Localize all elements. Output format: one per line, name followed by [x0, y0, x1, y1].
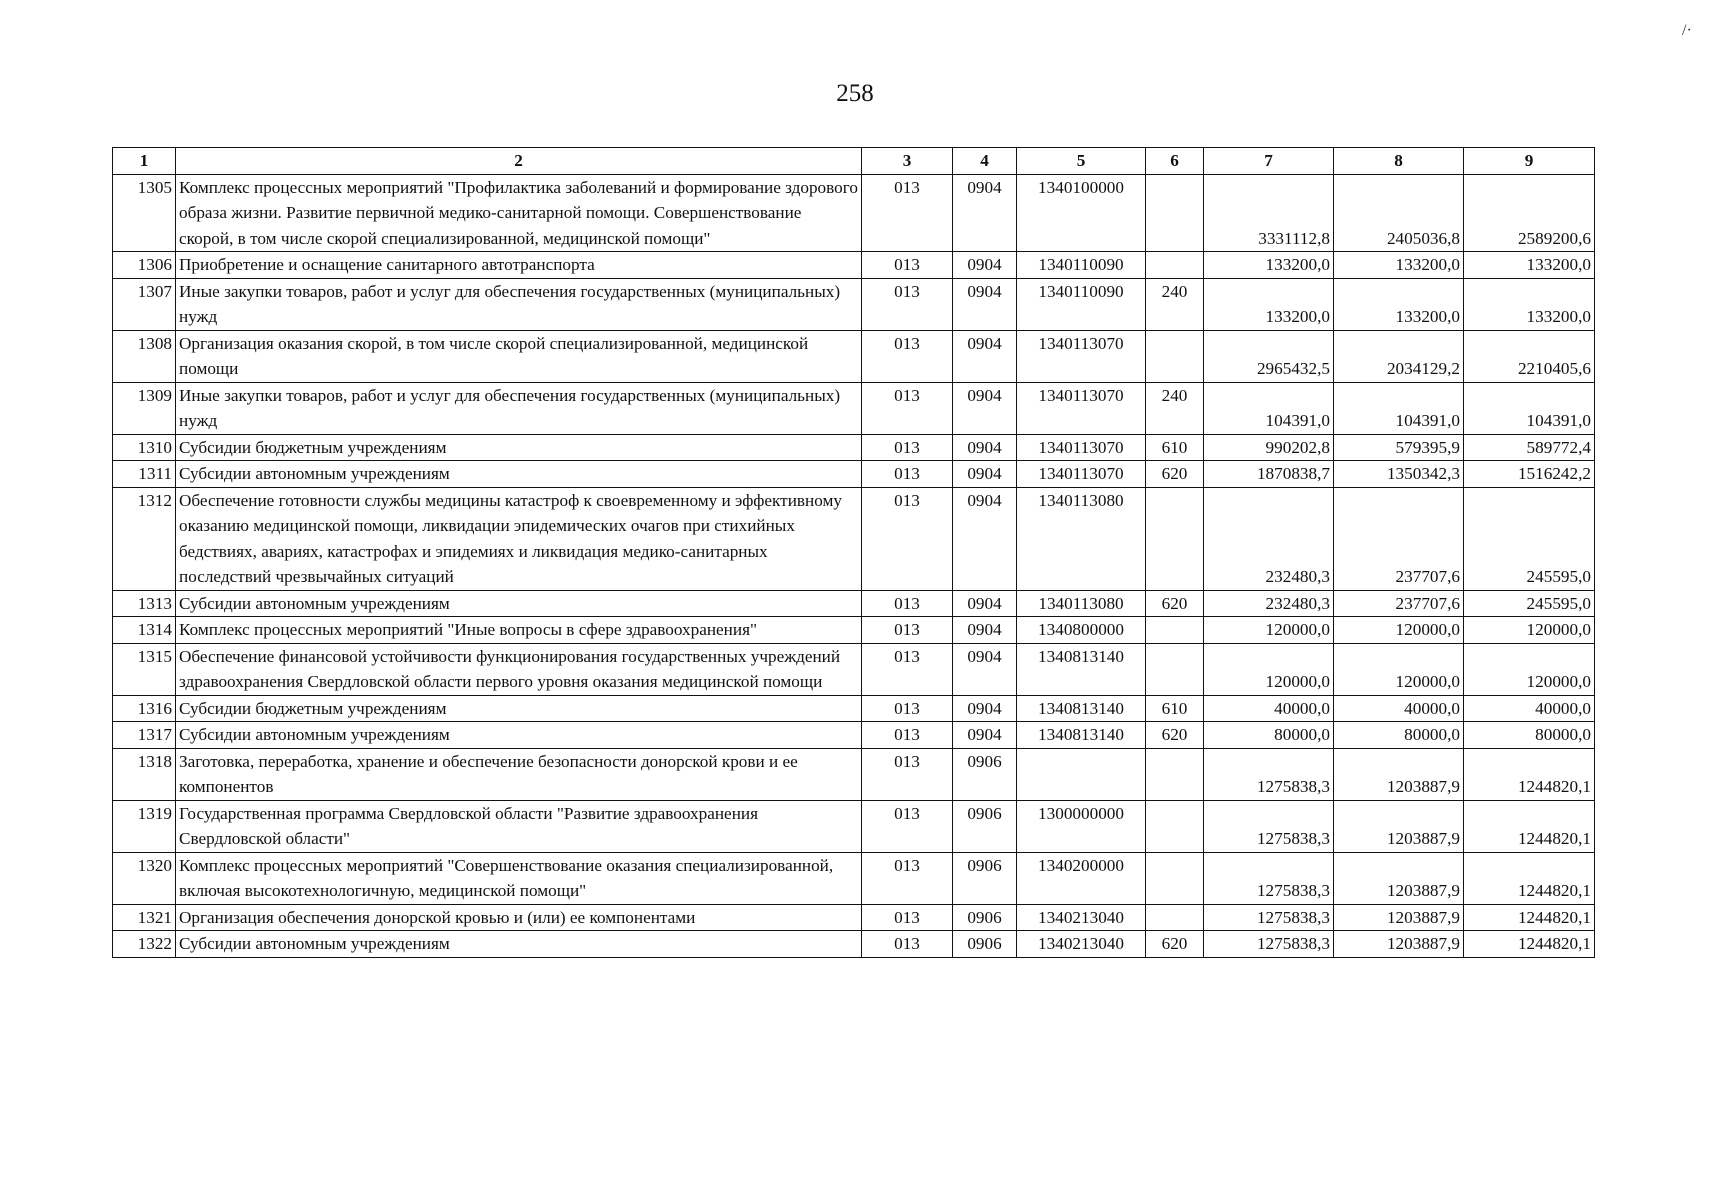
amount-year-1: 1275838,3 — [1204, 852, 1334, 904]
item-name: Субсидии автономным учреждениям — [176, 722, 862, 749]
table-row — [113, 748, 1595, 800]
section-code: 0904 — [953, 330, 1017, 382]
row-number: 1319 — [113, 800, 176, 852]
expense-type-code — [1146, 748, 1204, 800]
amount-year-3: 1244820,1 — [1464, 931, 1595, 958]
section-code: 0904 — [953, 590, 1017, 617]
expense-type-code: 610 — [1146, 434, 1204, 461]
amount-year-3: 1244820,1 — [1464, 748, 1595, 800]
column-header: 2 — [176, 148, 862, 175]
item-name: Обеспечение финансовой устойчивости функционирования государственных учреждений здравоохранения Свердловской области первого уровня оказания медицинской помощи — [176, 643, 862, 695]
amount-year-2: 2034129,2 — [1334, 330, 1464, 382]
amount-year-1: 1275838,3 — [1204, 748, 1334, 800]
table-row — [113, 434, 1595, 461]
ministry-code: 013 — [862, 852, 953, 904]
amount-year-3: 2210405,6 — [1464, 330, 1595, 382]
section-code: 0904 — [953, 617, 1017, 644]
expense-type-code: 620 — [1146, 722, 1204, 749]
target-article-code: 1340800000 — [1017, 617, 1146, 644]
row-number: 1312 — [113, 487, 176, 590]
corner-mark: /· — [1682, 22, 1692, 39]
amount-year-3: 1244820,1 — [1464, 852, 1595, 904]
target-article-code: 1340200000 — [1017, 852, 1146, 904]
column-header: 6 — [1146, 148, 1204, 175]
amount-year-2: 237707,6 — [1334, 590, 1464, 617]
ministry-code: 013 — [862, 382, 953, 434]
section-code: 0904 — [953, 278, 1017, 330]
target-article-code: 1340113070 — [1017, 330, 1146, 382]
expense-type-code — [1146, 643, 1204, 695]
amount-year-1: 2965432,5 — [1204, 330, 1334, 382]
row-number: 1320 — [113, 852, 176, 904]
target-article-code: 1340113080 — [1017, 487, 1146, 590]
column-header: 1 — [113, 148, 176, 175]
column-header: 7 — [1204, 148, 1334, 175]
ministry-code: 013 — [862, 174, 953, 252]
item-name: Субсидии бюджетным учреждениям — [176, 434, 862, 461]
item-name: Заготовка, переработка, хранение и обеспечение безопасности донорской крови и ее компонентов — [176, 748, 862, 800]
table-row — [113, 330, 1595, 382]
table-row — [113, 590, 1595, 617]
row-number: 1306 — [113, 252, 176, 279]
item-name: Субсидии автономным учреждениям — [176, 461, 862, 488]
expense-type-code — [1146, 174, 1204, 252]
expense-type-code: 620 — [1146, 590, 1204, 617]
amount-year-2: 1203887,9 — [1334, 800, 1464, 852]
target-article-code: 1340813140 — [1017, 695, 1146, 722]
amount-year-2: 40000,0 — [1334, 695, 1464, 722]
amount-year-2: 104391,0 — [1334, 382, 1464, 434]
expense-type-code: 620 — [1146, 461, 1204, 488]
section-code: 0906 — [953, 748, 1017, 800]
target-article-code: 1340110090 — [1017, 278, 1146, 330]
row-number: 1318 — [113, 748, 176, 800]
item-name: Субсидии автономным учреждениям — [176, 931, 862, 958]
column-header: 5 — [1017, 148, 1146, 175]
amount-year-3: 133200,0 — [1464, 278, 1595, 330]
row-number: 1311 — [113, 461, 176, 488]
section-code: 0904 — [953, 174, 1017, 252]
amount-year-1: 1275838,3 — [1204, 931, 1334, 958]
ministry-code: 013 — [862, 330, 953, 382]
table-row — [113, 904, 1595, 931]
row-number: 1321 — [113, 904, 176, 931]
amount-year-3: 80000,0 — [1464, 722, 1595, 749]
amount-year-3: 589772,4 — [1464, 434, 1595, 461]
table-row — [113, 695, 1595, 722]
ministry-code: 013 — [862, 617, 953, 644]
table-row — [113, 487, 1595, 590]
item-name: Государственная программа Свердловской области "Развитие здравоохранения Свердловской области" — [176, 800, 862, 852]
expense-type-code: 240 — [1146, 278, 1204, 330]
section-code: 0904 — [953, 461, 1017, 488]
column-header: 8 — [1334, 148, 1464, 175]
expense-type-code — [1146, 617, 1204, 644]
table-row — [113, 643, 1595, 695]
budget-table — [112, 147, 1595, 958]
expense-type-code: 610 — [1146, 695, 1204, 722]
amount-year-3: 1516242,2 — [1464, 461, 1595, 488]
item-name: Организация обеспечения донорской кровью и (или) ее компонентами — [176, 904, 862, 931]
amount-year-2: 133200,0 — [1334, 278, 1464, 330]
expense-type-code: 620 — [1146, 931, 1204, 958]
amount-year-2: 2405036,8 — [1334, 174, 1464, 252]
table-row — [113, 174, 1595, 252]
section-code: 0906 — [953, 904, 1017, 931]
target-article-code: 1340100000 — [1017, 174, 1146, 252]
amount-year-3: 120000,0 — [1464, 643, 1595, 695]
amount-year-3: 104391,0 — [1464, 382, 1595, 434]
row-number: 1313 — [113, 590, 176, 617]
section-code: 0904 — [953, 434, 1017, 461]
amount-year-2: 120000,0 — [1334, 617, 1464, 644]
table-row — [113, 931, 1595, 958]
amount-year-1: 80000,0 — [1204, 722, 1334, 749]
amount-year-2: 1203887,9 — [1334, 748, 1464, 800]
expense-type-code: 240 — [1146, 382, 1204, 434]
amount-year-3: 1244820,1 — [1464, 800, 1595, 852]
item-name: Организация оказания скорой, в том числе скорой специализированной, медицинской помощи — [176, 330, 862, 382]
column-header: 4 — [953, 148, 1017, 175]
expense-type-code — [1146, 800, 1204, 852]
target-article-code: 1340113070 — [1017, 434, 1146, 461]
target-article-code — [1017, 748, 1146, 800]
row-number: 1307 — [113, 278, 176, 330]
amount-year-1: 120000,0 — [1204, 643, 1334, 695]
section-code: 0904 — [953, 643, 1017, 695]
row-number: 1316 — [113, 695, 176, 722]
column-header: 3 — [862, 148, 953, 175]
amount-year-3: 120000,0 — [1464, 617, 1595, 644]
ministry-code: 013 — [862, 695, 953, 722]
item-name: Комплекс процессных мероприятий "Иные вопросы в сфере здравоохранения" — [176, 617, 862, 644]
amount-year-1: 1275838,3 — [1204, 904, 1334, 931]
row-number: 1310 — [113, 434, 176, 461]
row-number: 1322 — [113, 931, 176, 958]
row-number: 1305 — [113, 174, 176, 252]
amount-year-2: 1203887,9 — [1334, 852, 1464, 904]
amount-year-2: 1203887,9 — [1334, 904, 1464, 931]
expense-type-code — [1146, 330, 1204, 382]
ministry-code: 013 — [862, 931, 953, 958]
table-row — [113, 722, 1595, 749]
amount-year-1: 1870838,7 — [1204, 461, 1334, 488]
ministry-code: 013 — [862, 904, 953, 931]
target-article-code: 1340113080 — [1017, 590, 1146, 617]
section-code: 0906 — [953, 852, 1017, 904]
amount-year-1: 1275838,3 — [1204, 800, 1334, 852]
item-name: Иные закупки товаров, работ и услуг для обеспечения государственных (муниципальных) нужд — [176, 278, 862, 330]
amount-year-1: 133200,0 — [1204, 278, 1334, 330]
expense-type-code — [1146, 252, 1204, 279]
section-code: 0904 — [953, 252, 1017, 279]
row-number: 1308 — [113, 330, 176, 382]
expense-type-code — [1146, 904, 1204, 931]
row-number: 1309 — [113, 382, 176, 434]
amount-year-1: 104391,0 — [1204, 382, 1334, 434]
ministry-code: 013 — [862, 278, 953, 330]
section-code: 0904 — [953, 722, 1017, 749]
amount-year-2: 1203887,9 — [1334, 931, 1464, 958]
table-row — [113, 617, 1595, 644]
ministry-code: 013 — [862, 643, 953, 695]
amount-year-1: 990202,8 — [1204, 434, 1334, 461]
row-number: 1317 — [113, 722, 176, 749]
amount-year-2: 1350342,3 — [1334, 461, 1464, 488]
amount-year-1: 3331112,8 — [1204, 174, 1334, 252]
ministry-code: 013 — [862, 800, 953, 852]
item-name: Приобретение и оснащение санитарного автотранспорта — [176, 252, 862, 279]
ministry-code: 013 — [862, 461, 953, 488]
amount-year-3: 245595,0 — [1464, 590, 1595, 617]
amount-year-3: 133200,0 — [1464, 252, 1595, 279]
section-code: 0904 — [953, 695, 1017, 722]
table-row — [113, 252, 1595, 279]
amount-year-1: 40000,0 — [1204, 695, 1334, 722]
target-article-code: 1340213040 — [1017, 904, 1146, 931]
ministry-code: 013 — [862, 252, 953, 279]
amount-year-1: 232480,3 — [1204, 590, 1334, 617]
table-row — [113, 852, 1595, 904]
table-row — [113, 800, 1595, 852]
target-article-code: 1340813140 — [1017, 722, 1146, 749]
target-article-code: 1340213040 — [1017, 931, 1146, 958]
expense-type-code — [1146, 852, 1204, 904]
section-code: 0906 — [953, 800, 1017, 852]
table-body — [113, 174, 1595, 957]
ministry-code: 013 — [862, 590, 953, 617]
amount-year-2: 120000,0 — [1334, 643, 1464, 695]
ministry-code: 013 — [862, 722, 953, 749]
amount-year-3: 40000,0 — [1464, 695, 1595, 722]
row-number: 1314 — [113, 617, 176, 644]
amount-year-2: 237707,6 — [1334, 487, 1464, 590]
target-article-code: 1300000000 — [1017, 800, 1146, 852]
amount-year-1: 133200,0 — [1204, 252, 1334, 279]
item-name: Субсидии бюджетным учреждениям — [176, 695, 862, 722]
item-name: Иные закупки товаров, работ и услуг для обеспечения государственных (муниципальных) нужд — [176, 382, 862, 434]
amount-year-1: 120000,0 — [1204, 617, 1334, 644]
amount-year-2: 80000,0 — [1334, 722, 1464, 749]
amount-year-3: 1244820,1 — [1464, 904, 1595, 931]
section-code: 0906 — [953, 931, 1017, 958]
amount-year-3: 2589200,6 — [1464, 174, 1595, 252]
target-article-code: 1340113070 — [1017, 382, 1146, 434]
page-number: 258 — [836, 80, 874, 107]
item-name: Комплекс процессных мероприятий "Совершенствование оказания специализированной, включая высокотехнологичную, медицинской помощи" — [176, 852, 862, 904]
row-number: 1315 — [113, 643, 176, 695]
target-article-code: 1340813140 — [1017, 643, 1146, 695]
column-header: 9 — [1464, 148, 1595, 175]
amount-year-2: 579395,9 — [1334, 434, 1464, 461]
item-name: Субсидии автономным учреждениям — [176, 590, 862, 617]
section-code: 0904 — [953, 487, 1017, 590]
table-row — [113, 382, 1595, 434]
amount-year-3: 245595,0 — [1464, 487, 1595, 590]
item-name: Обеспечение готовности службы медицины катастроф к своевременному и эффективному оказанию медицинской помощи, ликвидации эпидемических очагов при стихийных бедствиях, авариях, катастрофах и эпидемиях и ликвидация медико-санитарных последствий чрезвычайных ситуаций — [176, 487, 862, 590]
target-article-code: 1340113070 — [1017, 461, 1146, 488]
table-row — [113, 278, 1595, 330]
ministry-code: 013 — [862, 748, 953, 800]
ministry-code: 013 — [862, 487, 953, 590]
amount-year-2: 133200,0 — [1334, 252, 1464, 279]
item-name: Комплекс процессных мероприятий "Профилактика заболеваний и формирование здорового образа жизни. Развитие первичной медико-санитарной помощи. Совершенствование скорой, в том числе скорой специализированной, медицинской помощи" — [176, 174, 862, 252]
table-row — [113, 461, 1595, 488]
expense-type-code — [1146, 487, 1204, 590]
ministry-code: 013 — [862, 434, 953, 461]
target-article-code: 1340110090 — [1017, 252, 1146, 279]
section-code: 0904 — [953, 382, 1017, 434]
amount-year-1: 232480,3 — [1204, 487, 1334, 590]
table-header-row — [113, 148, 1595, 175]
